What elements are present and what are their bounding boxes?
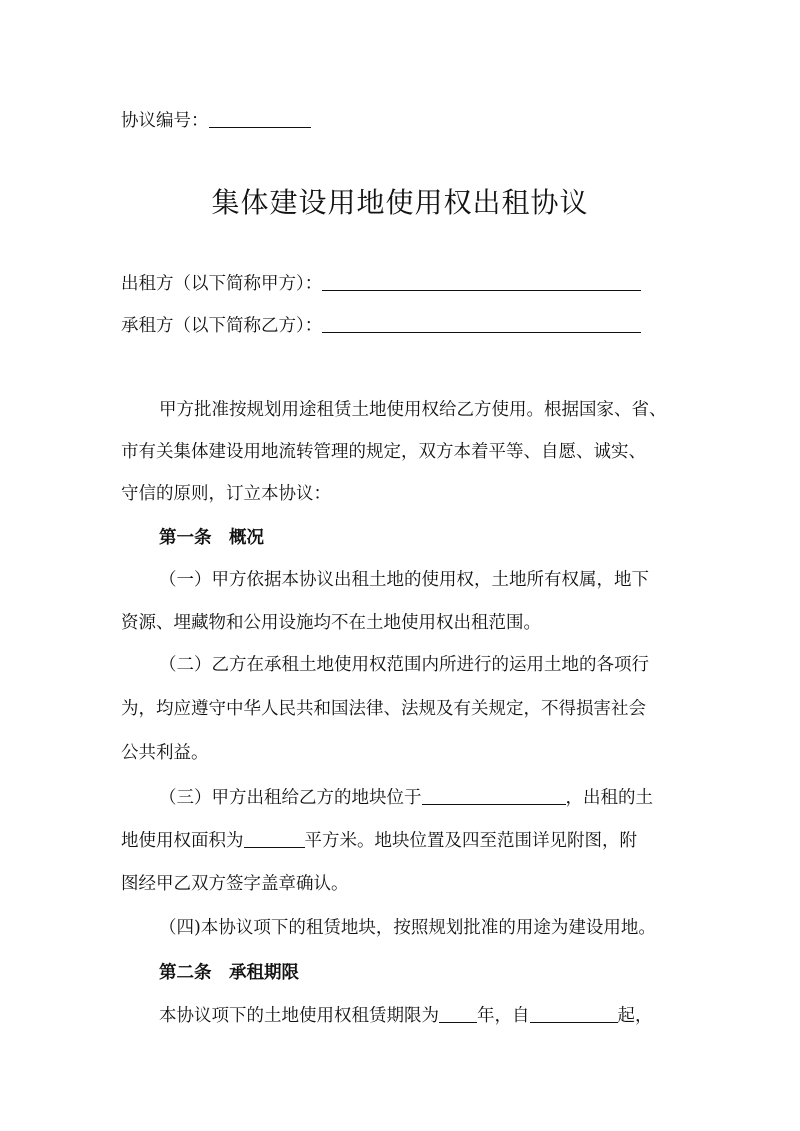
article-1-item-1-line-1: （一）甲方依据本协议出租土地的使用权，土地所有权属，地下	[159, 570, 649, 590]
preamble-line-2: 市有关集体建设用地流转管理的规定，双方本着平等、自愿、诚实、	[121, 442, 646, 462]
article-1-item-3-line-1	[159, 785, 653, 811]
area-label: 地使用权面积为	[121, 831, 244, 851]
document-title: 集体建设用地使用权出租协议	[211, 186, 589, 219]
location-suffix: ，出租的土	[565, 788, 653, 808]
location-blank[interactable]	[422, 786, 566, 805]
party-b-line	[121, 313, 641, 339]
term-years-blank[interactable]	[439, 1004, 477, 1023]
party-b-blank[interactable]	[322, 314, 641, 333]
party-b-label: 承租方（以下简称乙方）：	[121, 316, 323, 336]
party-a-line	[121, 271, 641, 297]
article-1-item-2-line-1: （二）乙方在承租土地使用权范围内所进行的运用土地的各项行	[159, 655, 649, 675]
article-1-item-2-line-2: 为，均应遵守中华人民共和国法律、法规及有关规定，不得损害社会	[121, 699, 646, 719]
article-1-heading: 第一条 概况	[159, 528, 264, 548]
area-suffix: 平方米。地块位置及四至范围详见附图，附	[304, 831, 637, 851]
party-a-label: 出租方（以下简称甲方）：	[121, 274, 323, 294]
article-1-item-3-line-2	[121, 828, 637, 854]
agreement-number-label: 协议编号：	[121, 111, 209, 131]
article-1-item-2-line-3: 公共利益。	[121, 743, 209, 763]
term-label: 本协议项下的土地使用权租赁期限为	[159, 1006, 439, 1026]
preamble-line-1: 甲方批准按规划用途租赁土地使用权给乙方使用。根据国家、省、	[159, 400, 667, 420]
agreement-number-blank[interactable]	[209, 109, 311, 128]
preamble-line-3: 守信的原则，订立本协议：	[121, 484, 331, 504]
party-a-blank[interactable]	[322, 272, 641, 291]
article-2-line-1	[159, 1003, 653, 1029]
area-blank[interactable]	[244, 829, 305, 848]
article-1-item-3-line-3: 图经甲乙双方签字盖章确认。	[121, 874, 349, 894]
agreement-number-line	[121, 108, 311, 134]
article-2-heading: 第二条 承租期限	[159, 963, 299, 983]
term-year-unit: 年，自	[477, 1006, 530, 1026]
article-1-item-4: （四)本协议项下的租赁地块，按照规划批准的用途为建设用地。	[159, 918, 656, 938]
article-1-item-1-line-2: 资源、埋藏物和公用设施均不在土地使用权出租范围。	[121, 613, 541, 633]
term-start-suffix: 起，	[617, 1006, 653, 1026]
location-label: （三）甲方出租给乙方的地块位于	[159, 788, 422, 808]
term-start-blank[interactable]	[530, 1004, 618, 1023]
